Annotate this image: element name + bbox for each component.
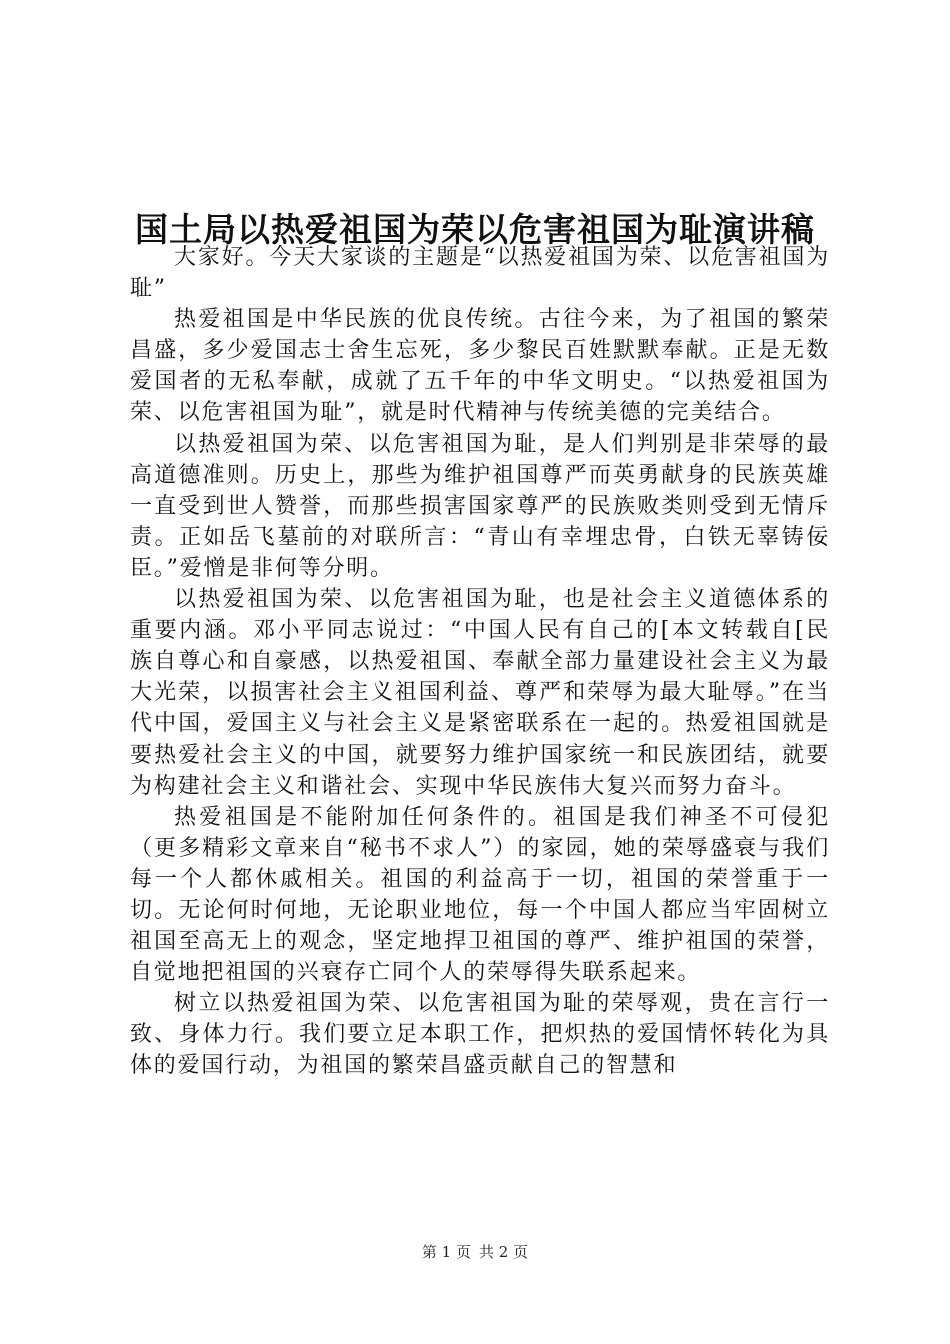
document-body xyxy=(130,242,830,1082)
paragraph-socialist-morality: 以热爱祖国为荣、以危害祖国为耻，也是社会主义道德体系的重要内涵。邓小平同志说过：“中国人民有自己的[本文转载自[民族自尊心和自豪感，以热爱祖国、奉献全部力量建设社会主义为最大光荣，以损害社会主义祖国利益、尊严和荣辱为最大耻辱。”在当代中国，爱国主义与社会主义是紧密联系在一起的。热爱祖国就是要热爱社会主义的中国，就要努力维护国家统一和民族团结，就要为构建社会主义和谐社会、实现中华民族伟大复兴而努力奋斗。 xyxy=(130,587,830,799)
page-number: 第 1 页 xyxy=(421,1243,471,1261)
paragraph-tradition: 热爱祖国是中华民族的优良传统。古往今来，为了祖国的繁荣昌盛，多少爱国志士舍生忘死，多少黎民百姓默默奉献。正是无数爱国者的无私奉献，成就了五千年的中华文明史。“以热爱祖国为荣、以危害祖国为耻”，就是时代精神与传统美德的完美结合。 xyxy=(130,307,830,426)
paragraph-unconditional-love: 热爱祖国是不能附加任何条件的。祖国是我们神圣不可侵犯（更多精彩文章来自“秘书不求人”）的家园，她的荣辱盛衰与我们每一个人都休戚相关。祖国的利益高于一切，祖国的荣誉重于一切。无论何时何地，无论职业地位，每一个中国人都应当牢固树立祖国至高无上的观念，坚定地捍卫祖国的尊严、维护祖国的荣誉，自觉地把祖国的兴衰存亡同个人的荣辱得失联系起来。 xyxy=(130,804,830,986)
document-title: 国土局以热爱祖国为荣以危害祖国为耻演讲稿 xyxy=(135,210,815,250)
page-footer xyxy=(0,1242,950,1262)
paragraph-greeting: 大家好。今天大家谈的主题是“以热爱祖国为荣、以危害祖国为耻” xyxy=(130,245,830,302)
paragraph-moral-standard: 以热爱祖国为荣、以危害祖国为耻，是人们判别是非荣辱的最高道德准则。历史上，那些为维护祖国尊严而英勇献身的民族英雄一直受到世人赞誉，而那些损害国家尊严的民族败类则受到无情斥责。正如岳飞墓前的对联所言：“青山有幸埋忠骨，白铁无辜铸佞臣。”爱憎是非何等分明。 xyxy=(130,431,830,581)
paragraph-action: 树立以热爱祖国为荣、以危害祖国为耻的荣辱观，贵在言行一致、身体力行。我们要立足本职工作，把炽热的爱国情怀转化为具体的爱国行动，为祖国的繁荣昌盛贡献自己的智慧和 xyxy=(130,991,830,1079)
page-total: 共 2 页 xyxy=(479,1243,529,1261)
